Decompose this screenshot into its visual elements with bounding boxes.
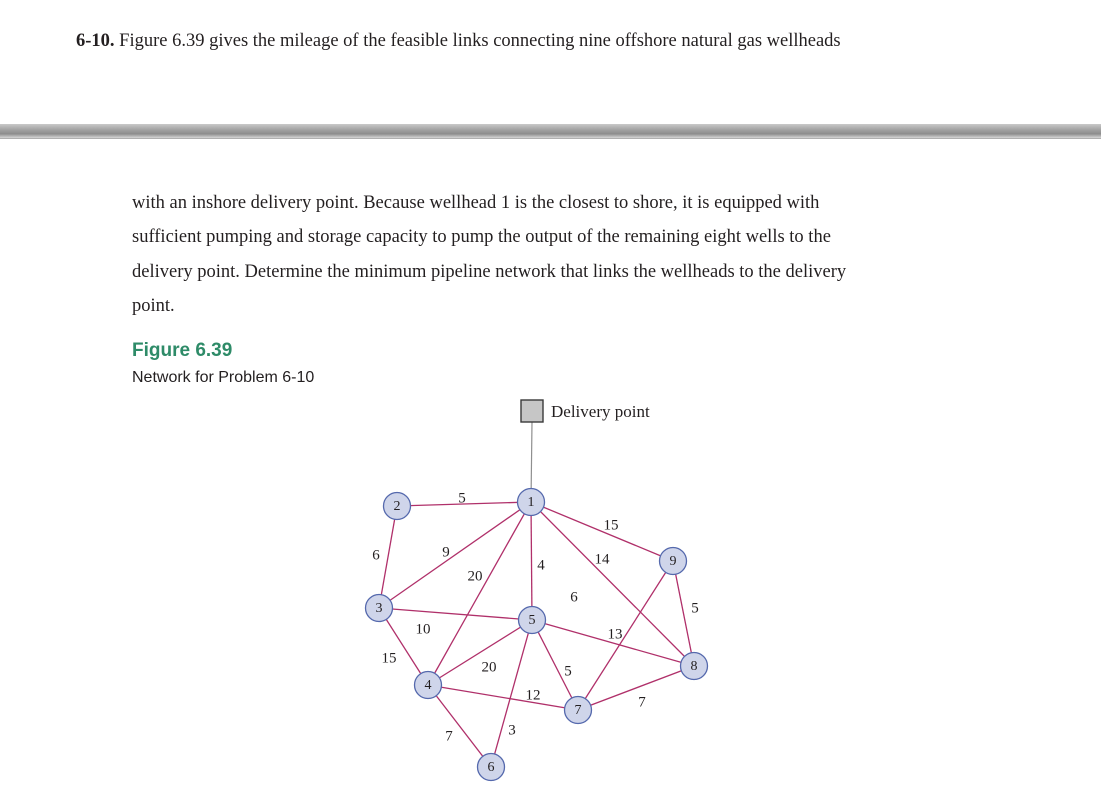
figure-caption: Network for Problem 6-10: [132, 369, 315, 386]
link-mileage-5-7: 5: [564, 663, 572, 680]
link-mileage-7-9: 6: [570, 589, 578, 606]
link-mileage-1-2: 5: [458, 490, 466, 507]
link-mileage-7-8: 7: [638, 694, 646, 711]
link-mileage-1-4: 20: [467, 568, 483, 585]
wellhead-number: 6: [487, 760, 495, 776]
link-7-8: [578, 666, 694, 710]
wellhead-node-6: [478, 754, 505, 781]
link-mileage-4-6: 7: [445, 728, 453, 745]
network-links: [379, 422, 694, 767]
wellhead-node-8: [681, 653, 708, 680]
link-mileage-1-3: 9: [442, 544, 450, 561]
wellhead-node-7: [565, 697, 592, 724]
link-mileage-1-9: 15: [603, 517, 619, 534]
link-mileage-9-8: 5: [691, 600, 699, 617]
link-mileage-5-8: 13: [607, 626, 623, 643]
wellhead-node-9: [660, 548, 687, 575]
text-line: point.: [132, 295, 175, 316]
wellhead-node-4: [415, 672, 442, 699]
link-1-5: [531, 502, 532, 620]
link-2-3: [379, 506, 397, 608]
wellhead-node-1: [518, 489, 545, 516]
wellhead-number: 8: [690, 659, 698, 675]
link-4-7: [428, 685, 578, 710]
delivery-point-label: Delivery point: [551, 402, 650, 421]
link-4-6: [428, 685, 491, 767]
wellhead-number: 1: [527, 495, 535, 511]
delivery-point-box: [521, 400, 543, 422]
link-1-4: [428, 502, 531, 685]
wellhead-number: 3: [375, 601, 383, 617]
link-mileage-3-5: 10: [415, 621, 431, 638]
wellhead-number: 2: [393, 499, 401, 515]
link-mileage-1-5: 4: [537, 557, 545, 574]
problem-number: 6-10.: [76, 31, 115, 51]
link-mileage-4-5: 20: [481, 659, 497, 676]
link-7-9: [578, 561, 673, 710]
wellhead-node-2: [384, 493, 411, 520]
text-line: sufficient pumping and storage capacity to pump the output of the remaining eight wells to the: [132, 227, 831, 248]
problem-text: Figure 6.39 gives the mileage of the feasible links connecting nine offshore natural gas wellheads: [119, 31, 841, 51]
text-line: with an inshore delivery point. Because wellhead 1 is the closest to shore, it is equipped with: [132, 193, 820, 213]
wellhead-number: 4: [424, 678, 432, 694]
figure-number: Figure 6.39: [132, 340, 233, 361]
link-mileage-4-7: 12: [525, 687, 541, 704]
link-mileage-1-8: 14: [594, 551, 610, 568]
wellhead-node-3: [366, 595, 393, 622]
link-mileage-5-6: 3: [508, 722, 516, 739]
link-mileage-3-4: 15: [381, 650, 397, 667]
wellhead-number: 9: [669, 554, 677, 570]
text-line: delivery point. Determine the minimum pipeline network that links the wellheads to the delivery: [132, 261, 847, 282]
link-3-5: [379, 608, 532, 620]
wellhead-node-5: [519, 607, 546, 634]
link-mileage-2-3: 6: [372, 547, 380, 564]
wellhead-number: 7: [574, 703, 582, 719]
wellhead-number: 5: [528, 613, 536, 629]
